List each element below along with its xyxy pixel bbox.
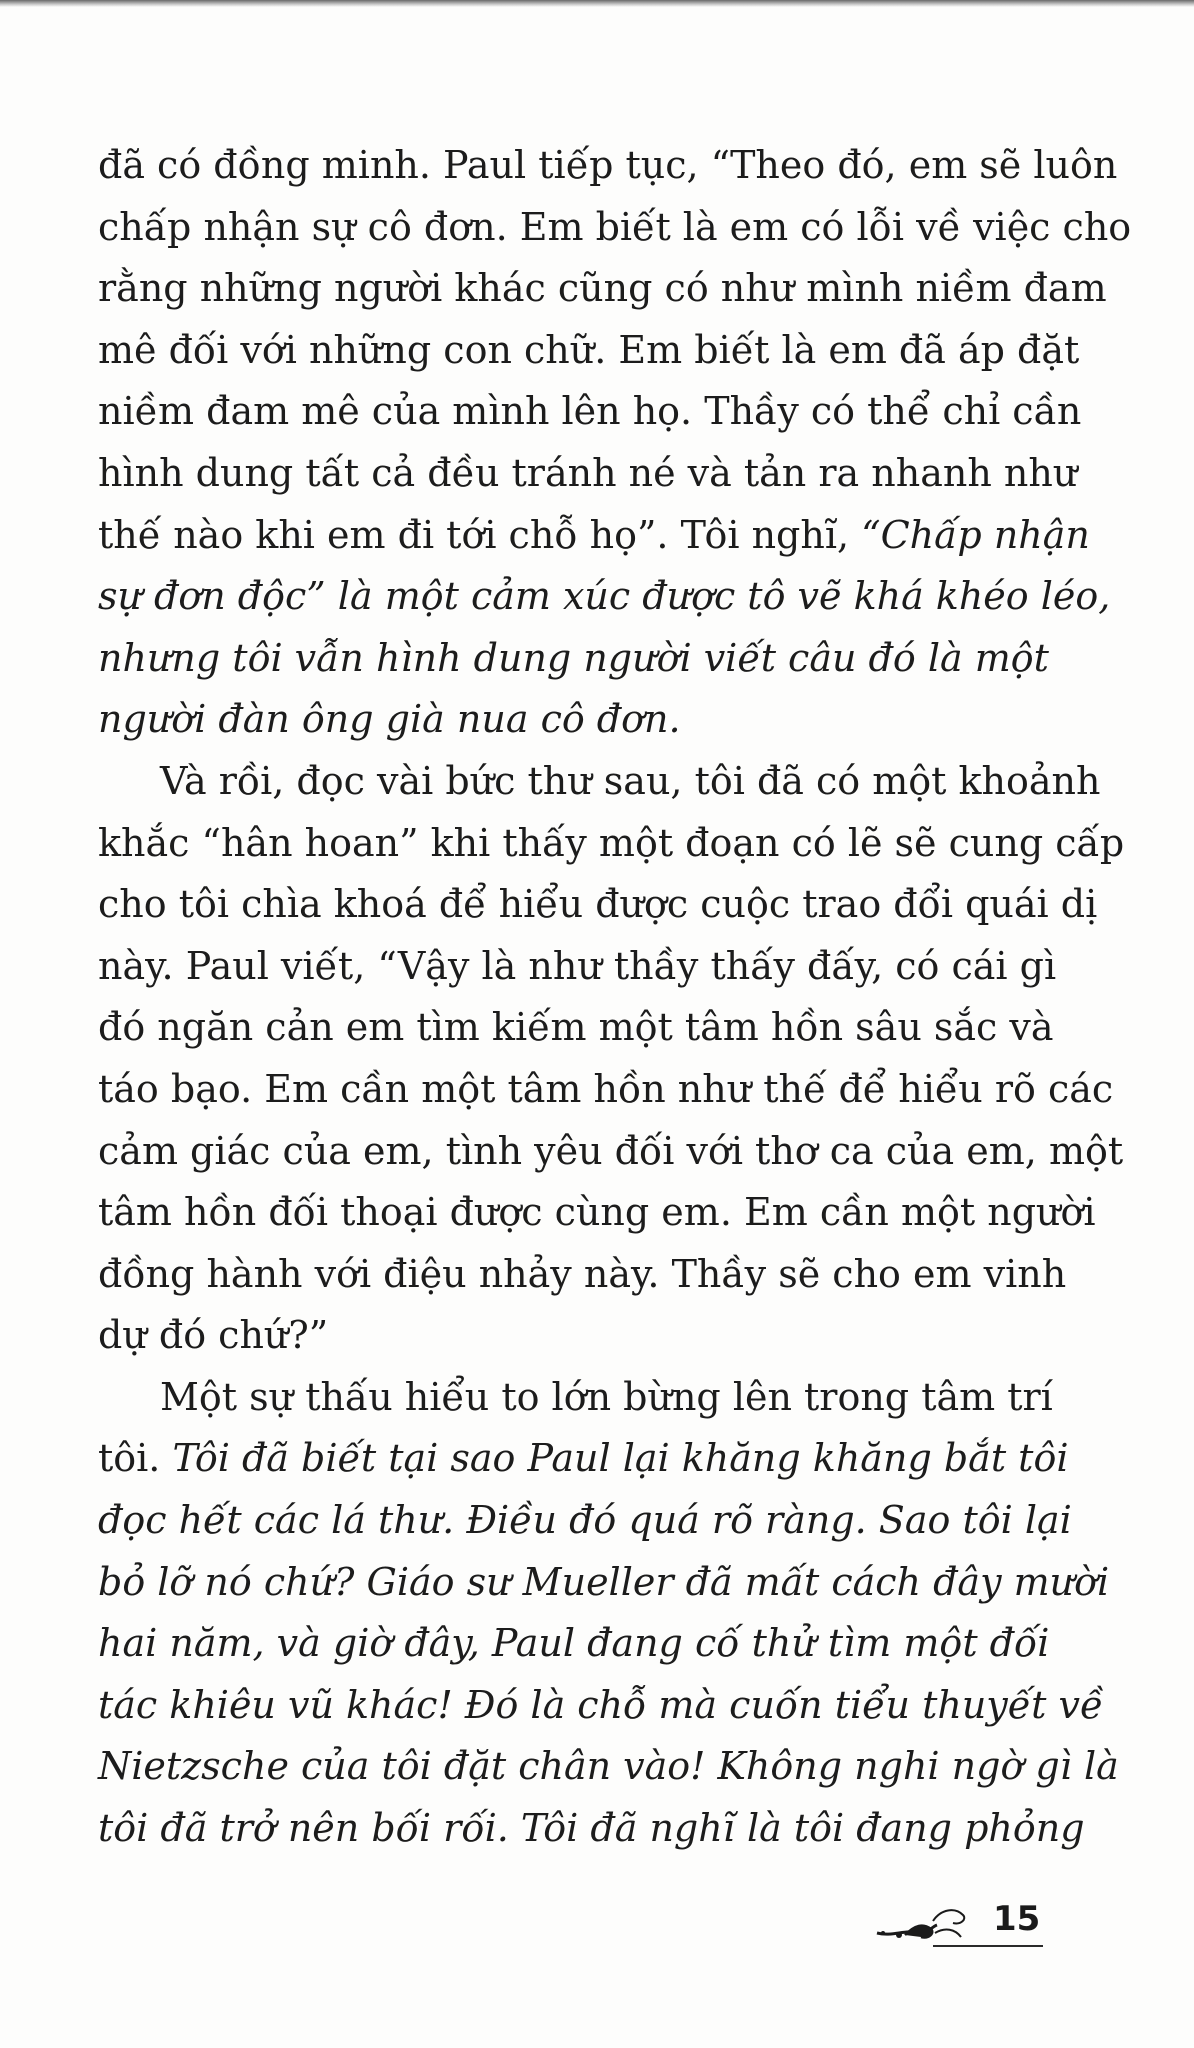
text-segment: đã có đồng minh. Paul tiếp tục, “Theo đó, em sẽ luôn <box>98 143 1118 187</box>
text-segment: hình dung tất cả đều tránh né và tản ra nhanh như <box>98 450 1078 495</box>
text-line <box>98 197 1132 259</box>
text-line <box>98 689 1040 751</box>
text-segment: tâm hồn đối thoại được cùng em. Em cần một người <box>98 1190 1096 1235</box>
text-segment: tôi. <box>98 1436 173 1481</box>
text-segment: khắc “hân hoan” khi thấy một đoạn có lẽ sẽ cung cấp <box>98 820 1125 865</box>
text-line <box>98 936 1057 998</box>
text-line <box>98 813 1125 875</box>
italic-text-segment: Nietzsche của tôi đặt chân vào! Không nghi ngờ gì là <box>98 1744 1119 1789</box>
text-line <box>98 258 1107 320</box>
italic-text-segment: người đàn ông già nua cô đơn. <box>98 697 681 742</box>
text-line <box>98 1613 1050 1675</box>
text-segment: này. Paul viết, “Vậy là như thầy thấy đấy, có cái gì <box>98 943 1057 988</box>
text-line <box>98 1059 1114 1121</box>
text-segment: Và rồi, đọc vài bức thư sau, tôi đã có một khoảnh <box>160 758 1101 803</box>
text-segment: cảm giác của em, tình yêu đối với thơ ca của em, một <box>98 1128 1124 1173</box>
italic-text-segment: “Chấp nhận <box>861 512 1090 557</box>
text-segment: niềm đam mê của mình lên họ. Thầy có thể chỉ cần <box>98 389 1082 434</box>
text-segment: chấp nhận sự cô đơn. Em biết là em có lỗi về việc cho <box>98 204 1132 249</box>
text-line <box>98 1675 1104 1737</box>
italic-text-segment: tôi đã trở nên bối rối. Tôi đã nghĩ là tôi đang phỏng <box>98 1806 1085 1851</box>
italic-text-segment: Tôi đã biết tại sao Paul lại khăng khăng bắt tôi <box>172 1436 1069 1481</box>
text-line <box>98 566 1111 628</box>
text-line <box>98 997 1054 1059</box>
text-line <box>98 135 1118 197</box>
text-segment: cho tôi chìa khoá để hiểu được cuộc trao đổi quái dị <box>98 882 1098 927</box>
text-segment: đồng hành với điệu nhảy này. Thầy sẽ cho em vinh <box>98 1251 1067 1296</box>
text-line <box>98 1121 1124 1183</box>
text-line <box>98 1736 1119 1798</box>
text-line <box>98 874 1098 936</box>
body-text <box>98 135 1132 1860</box>
text-segment: dự đó chứ?” <box>98 1313 329 1358</box>
italic-text-segment: hai năm, và giờ đây, Paul đang cố thử tìm một đối <box>98 1621 1050 1666</box>
text-segment: Một sự thấu hiểu to lớn bừng lên trong tâm trí <box>160 1374 1053 1419</box>
text-segment: đó ngăn cản em tìm kiếm một tâm hồn sâu sắc và <box>98 1005 1054 1050</box>
text-line <box>98 320 1080 382</box>
text-line <box>98 1182 1096 1244</box>
italic-text-segment: bỏ lỡ nó chứ? Giáo sư Mueller đã mất cách đây mười <box>98 1559 1110 1604</box>
text-line <box>98 1490 1072 1552</box>
text-line <box>98 505 1090 567</box>
text-line <box>98 1244 1067 1306</box>
page-number-rule <box>933 1945 1043 1947</box>
page-number: 15 <box>993 1899 1041 1939</box>
text-line <box>98 1552 1110 1614</box>
text-segment: táo bạo. Em cần một tâm hồn như thế để hiểu rõ các <box>98 1066 1114 1111</box>
italic-text-segment: tác khiêu vũ khác! Đó là chỗ mà cuốn tiểu thuyết về <box>98 1682 1104 1727</box>
text-line <box>98 751 1101 813</box>
page-top-edge <box>0 0 1194 7</box>
text-line <box>98 628 1049 690</box>
page-footer <box>875 1895 1045 1955</box>
text-line <box>98 1367 1053 1429</box>
italic-text-segment: nhưng tôi vẫn hình dung người viết câu đó là một <box>98 635 1049 680</box>
text-line <box>98 381 1082 443</box>
italic-text-segment: đọc hết các lá thư. Điều đó quá rõ ràng. Sao tôi lại <box>98 1498 1072 1543</box>
text-line <box>98 1305 1040 1367</box>
text-segment: mê đối với những con chữ. Em biết là em đã áp đặt <box>98 327 1080 372</box>
text-line <box>98 443 1078 505</box>
text-segment: rằng những người khác cũng có như mình niềm đam <box>98 266 1107 311</box>
text-line <box>98 1428 1069 1490</box>
text-line <box>98 1798 1085 1860</box>
flourish-ornament-icon <box>875 1903 985 1947</box>
text-segment: thế nào khi em đi tới chỗ họ”. Tôi nghĩ, <box>98 512 862 557</box>
italic-text-segment: sự đơn độc” là một cảm xúc được tô vẽ khá khéo léo, <box>98 574 1111 619</box>
